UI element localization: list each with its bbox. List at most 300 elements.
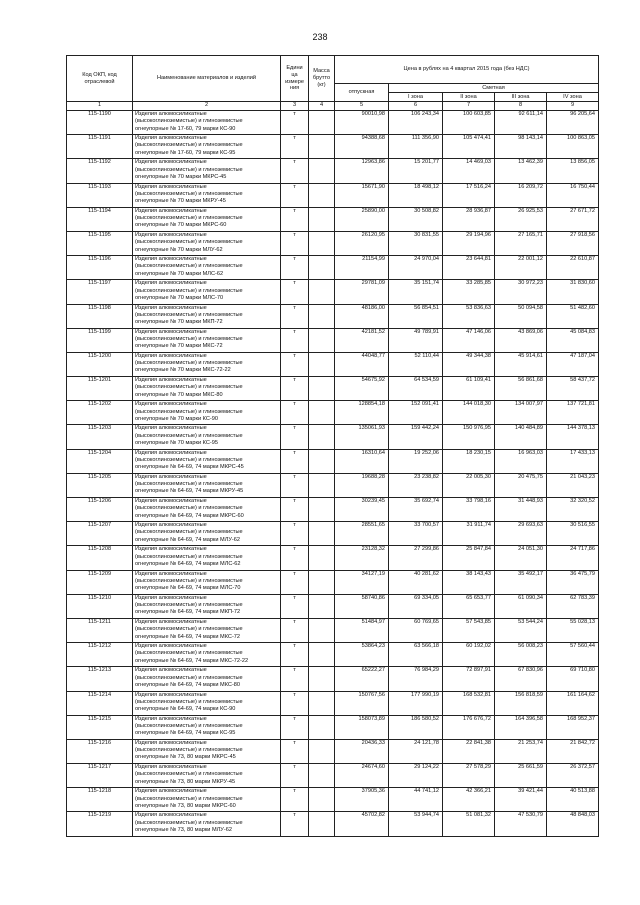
row-zone2-price: 31 911,74 (443, 522, 495, 546)
row-name-line: (высокоглиноземистые) и глиноземистые (135, 335, 243, 342)
row-code: 115-1191 (67, 135, 133, 159)
row-name-line: огнеупорные № 64-69, 74 марки МЛУ-62 (135, 536, 241, 543)
table-row (67, 328, 599, 352)
row-release-price: 53864,23 (335, 643, 389, 667)
row-zone1-price: 27 299,86 (389, 546, 443, 570)
row-name-line: огнеупорные № 70 марки КС-95 (135, 440, 218, 447)
row-mass (309, 183, 335, 207)
row-release-price: 90010,98 (335, 111, 389, 135)
row-mass (309, 425, 335, 449)
row-zone2-price: 57 543,85 (443, 618, 495, 642)
row-zone4-price: 161 164,62 (547, 691, 599, 715)
row-unit: т (281, 425, 309, 449)
row-code: 115-1209 (67, 570, 133, 594)
row-code: 115-1205 (67, 473, 133, 497)
row-release-price: 65222,27 (335, 667, 389, 691)
row-zone4-price: 32 320,52 (547, 498, 599, 522)
row-name (133, 377, 281, 401)
row-zone3-price: 56 861,68 (495, 377, 547, 401)
row-zone3-price: 134 007,97 (495, 401, 547, 425)
row-name (133, 352, 281, 376)
row-name-line: огнеупорные № 70 марки МКС-72 (135, 343, 223, 350)
row-name (133, 570, 281, 594)
row-unit: т (281, 498, 309, 522)
column-number: 2 (133, 102, 281, 111)
row-mass (309, 207, 335, 231)
row-name-line: огнеупорные № 64-69, 74 марки МЛС-62 (135, 560, 241, 567)
row-name-line: огнеупорные № 73, 80 марки МКРУ-45 (135, 778, 236, 785)
row-zone2-price: 25 847,84 (443, 546, 495, 570)
row-name (133, 739, 281, 763)
row-name-line: Изделия алюмосиликатные (135, 256, 207, 263)
row-zone4-price: 16 750,44 (547, 183, 599, 207)
table-row (67, 618, 599, 642)
row-code: 115-1194 (67, 207, 133, 231)
row-zone3-price: 67 830,96 (495, 667, 547, 691)
row-release-price: 48186,00 (335, 304, 389, 328)
row-unit: т (281, 788, 309, 812)
row-name-line: (высокоглиноземистые) и глиноземистые (135, 650, 243, 657)
page-number: 238 (312, 32, 328, 42)
header-zone-1: I зона (389, 93, 443, 102)
row-zone3-price: 29 693,63 (495, 522, 547, 546)
row-zone1-price: 15 201,77 (389, 159, 443, 183)
row-release-price: 26120,95 (335, 231, 389, 255)
row-zone1-price: 159 442,24 (389, 425, 443, 449)
row-name-line: Изделия алюмосиликатные (135, 594, 207, 601)
row-zone3-price: 39 421,44 (495, 788, 547, 812)
row-code: 115-1201 (67, 377, 133, 401)
row-zone3-price: 140 484,89 (495, 425, 547, 449)
row-name (133, 135, 281, 159)
row-zone4-price: 31 830,60 (547, 280, 599, 304)
row-unit: т (281, 449, 309, 473)
row-name (133, 328, 281, 352)
row-zone1-price: 56 854,51 (389, 304, 443, 328)
table-row (67, 111, 599, 135)
row-name-line: Изделия алюмосиликатные (135, 691, 207, 698)
row-zone3-price: 30 972,23 (495, 280, 547, 304)
row-mass (309, 788, 335, 812)
row-zone2-price: 28 936,87 (443, 207, 495, 231)
row-release-price: 128854,18 (335, 401, 389, 425)
row-unit: т (281, 280, 309, 304)
row-mass (309, 231, 335, 255)
row-zone1-price: 19 252,06 (389, 449, 443, 473)
row-code: 115-1200 (67, 352, 133, 376)
row-mass (309, 691, 335, 715)
row-zone4-price: 36 475,79 (547, 570, 599, 594)
row-name-line: Изделия алюмосиликатные (135, 159, 207, 166)
row-release-price: 28551,65 (335, 522, 389, 546)
row-unit: т (281, 546, 309, 570)
row-release-price: 15671,90 (335, 183, 389, 207)
row-name-line: огнеупорные № 70 марки МЛС-70 (135, 294, 224, 301)
table-row (67, 667, 599, 691)
row-name-line: Изделия алюмосиликатные (135, 715, 207, 722)
row-code: 115-1215 (67, 715, 133, 739)
row-zone2-price: 65 653,77 (443, 594, 495, 618)
table-row (67, 764, 599, 788)
row-zone1-price: 30 831,55 (389, 231, 443, 255)
column-number: 9 (547, 102, 599, 111)
row-name-line: (высокоглиноземистые) и глиноземистые (135, 698, 243, 705)
row-name-line: огнеупорные № 64-69, 74 марки МКРУ-45 (135, 488, 244, 495)
row-name-line: огнеупорные № 64-69, 74 марки МКС-72-22 (135, 657, 249, 664)
header-price-group: Цена в рублях на 4 квартал 2015 года (без НДС) (335, 56, 599, 84)
row-unit: т (281, 691, 309, 715)
row-unit: т (281, 207, 309, 231)
row-zone2-price: 14 469,03 (443, 159, 495, 183)
row-mass (309, 159, 335, 183)
row-code: 115-1204 (67, 449, 133, 473)
row-mass (309, 667, 335, 691)
row-name-line: Изделия алюмосиликатные (135, 425, 207, 432)
row-zone4-price: 144 378,13 (547, 425, 599, 449)
row-mass (309, 522, 335, 546)
column-number: 4 (309, 102, 335, 111)
row-code: 115-1193 (67, 183, 133, 207)
row-zone1-price: 186 580,52 (389, 715, 443, 739)
row-name-line: Изделия алюмосиликатные (135, 135, 207, 142)
row-name-line: (высокоглиноземистые) и глиноземистые (135, 215, 243, 222)
table-row (67, 449, 599, 473)
row-name-line: огнеупорные № 64-69, 74 марки КС-95 (135, 730, 236, 737)
table-row (67, 522, 599, 546)
row-zone1-price: 52 110,44 (389, 352, 443, 376)
row-unit: т (281, 594, 309, 618)
row-code: 115-1190 (67, 111, 133, 135)
row-name-line: огнеупорные № 64-69, 74 марки МЛС-70 (135, 585, 241, 592)
row-zone1-price: 44 741,12 (389, 788, 443, 812)
row-mass (309, 401, 335, 425)
row-release-price: 29781,09 (335, 280, 389, 304)
table-row (67, 425, 599, 449)
table-row (67, 231, 599, 255)
row-zone1-price: 49 789,91 (389, 328, 443, 352)
row-zone3-price: 22 001,12 (495, 256, 547, 280)
row-zone2-price: 72 897,91 (443, 667, 495, 691)
row-release-price: 12963,86 (335, 159, 389, 183)
row-release-price: 25890,00 (335, 207, 389, 231)
row-name (133, 159, 281, 183)
header-estimate: Сметная (389, 84, 599, 93)
row-name (133, 256, 281, 280)
row-name-line: (высокоглиноземистые) и глиноземистые (135, 239, 243, 246)
row-name (133, 715, 281, 739)
row-mass (309, 449, 335, 473)
row-zone3-price: 20 475,75 (495, 473, 547, 497)
row-unit: т (281, 256, 309, 280)
row-release-price: 51484,97 (335, 618, 389, 642)
row-name-line: огнеупорные № 70 марки МКРС-45 (135, 173, 227, 180)
row-zone1-price: 33 700,57 (389, 522, 443, 546)
row-zone2-price: 53 836,63 (443, 304, 495, 328)
row-release-price: 58740,86 (335, 594, 389, 618)
row-name (133, 401, 281, 425)
row-zone3-price: 43 869,06 (495, 328, 547, 352)
row-zone1-price: 106 243,34 (389, 111, 443, 135)
row-unit: т (281, 183, 309, 207)
row-name-line: огнеупорные № 64-69, 74 марки МКРС-60 (135, 512, 244, 519)
row-name-line: Изделия алюмосиликатные (135, 280, 207, 287)
row-zone1-price: 76 984,29 (389, 667, 443, 691)
row-code: 115-1214 (67, 691, 133, 715)
column-number: 6 (389, 102, 443, 111)
row-name-line: Изделия алюмосиликатные (135, 449, 207, 456)
row-unit: т (281, 715, 309, 739)
row-name-line: (высокоглиноземистые) и глиноземистые (135, 553, 243, 560)
row-unit: т (281, 231, 309, 255)
row-zone1-price: 111 356,90 (389, 135, 443, 159)
row-name-line: Изделия алюмосиликатные (135, 183, 207, 190)
row-zone2-price: 17 516,24 (443, 183, 495, 207)
row-name-line: (высокоглиноземистые) и глиноземистые (135, 771, 243, 778)
table-row (67, 473, 599, 497)
row-name-line: огнеупорные № 70 марки МКРУ-45 (135, 198, 226, 205)
row-mass (309, 473, 335, 497)
row-zone4-price: 30 516,55 (547, 522, 599, 546)
header-release: отпускная (335, 84, 389, 102)
row-mass (309, 498, 335, 522)
row-name-line: огнеупорные № 70 марки МКРС-60 (135, 222, 227, 229)
row-release-price: 158073,89 (335, 715, 389, 739)
row-name-line: Изделия алюмосиликатные (135, 473, 207, 480)
row-code: 115-1195 (67, 231, 133, 255)
row-zone3-price: 156 818,59 (495, 691, 547, 715)
row-zone3-price: 13 462,39 (495, 159, 547, 183)
row-release-price: 19688,28 (335, 473, 389, 497)
row-name (133, 667, 281, 691)
row-name-line: (высокоглиноземистые) и глиноземистые (135, 481, 243, 488)
row-release-price: 34127,19 (335, 570, 389, 594)
row-name-line: (высокоглиноземистые) и глиноземистые (135, 626, 243, 633)
row-zone3-price: 16 209,72 (495, 183, 547, 207)
row-unit: т (281, 812, 309, 836)
table-row (67, 352, 599, 376)
row-name-line: огнеупорные № 64-69, 74 марки МКС-80 (135, 681, 241, 688)
row-mass (309, 352, 335, 376)
row-code: 115-1207 (67, 522, 133, 546)
row-zone3-price: 27 165,71 (495, 231, 547, 255)
row-name-line: огнеупорные № 70 марки МЛС-62 (135, 270, 224, 277)
row-name-line: Изделия алюмосиликатные (135, 764, 207, 771)
row-name (133, 207, 281, 231)
row-mass (309, 546, 335, 570)
row-name-line: Изделия алюмосиликатные (135, 207, 207, 214)
row-code: 115-1219 (67, 812, 133, 836)
column-number: 3 (281, 102, 309, 111)
row-name-line: (высокоглиноземистые) и глиноземистые (135, 747, 243, 754)
row-name-line: Изделия алюмосиликатные (135, 643, 207, 650)
row-unit: т (281, 473, 309, 497)
row-name-line: огнеупорные № 64-69, 74 марки КС-90 (135, 706, 236, 713)
row-zone3-price: 47 530,79 (495, 812, 547, 836)
row-name-line: огнеупорные № 73, 80 марки МЛУ-62 (135, 827, 232, 834)
row-code: 115-1216 (67, 739, 133, 763)
row-name-line: Изделия алюмосиликатные (135, 352, 207, 359)
table-row (67, 570, 599, 594)
row-zone2-price: 176 676,72 (443, 715, 495, 739)
row-name-line: огнеупорные № 64-69, 74 марки МКС-72 (135, 633, 241, 640)
row-name-line: (высокоглиноземистые) и глиноземистые (135, 505, 243, 512)
row-mass (309, 570, 335, 594)
row-name-line: Изделия алюмосиликатные (135, 328, 207, 335)
row-zone3-price: 164 396,58 (495, 715, 547, 739)
row-zone1-price: 24 121,78 (389, 739, 443, 763)
header-code: Код ОКП, код отраслевой (67, 56, 133, 102)
row-name-line: Изделия алюмосиликатные (135, 667, 207, 674)
row-name-line: (высокоглиноземистые) и глиноземистые (135, 118, 243, 125)
table-row (67, 691, 599, 715)
header-zone-3: III зона (495, 93, 547, 102)
row-name (133, 449, 281, 473)
row-name-line: (высокоглиноземистые) и глиноземистые (135, 529, 243, 536)
row-name (133, 425, 281, 449)
table-row (67, 715, 599, 739)
row-zone2-price: 51 081,32 (443, 812, 495, 836)
row-zone2-price: 168 532,81 (443, 691, 495, 715)
row-zone3-price: 50 094,58 (495, 304, 547, 328)
row-unit: т (281, 570, 309, 594)
row-name (133, 691, 281, 715)
table-row (67, 159, 599, 183)
row-zone1-price: 18 498,12 (389, 183, 443, 207)
row-name-line: Изделия алюмосиликатные (135, 377, 207, 384)
row-unit: т (281, 522, 309, 546)
row-name-line: Изделия алюмосиликатные (135, 231, 207, 238)
row-unit: т (281, 135, 309, 159)
row-mass (309, 618, 335, 642)
column-number: 8 (495, 102, 547, 111)
table-row (67, 739, 599, 763)
row-name-line: (высокоглиноземистые) и глиноземистые (135, 722, 243, 729)
row-name-line: огнеупорные № 17-60, 79 марки КС-90 (135, 125, 236, 132)
row-zone1-price: 29 124,22 (389, 764, 443, 788)
row-name (133, 618, 281, 642)
row-zone3-price: 25 661,59 (495, 764, 547, 788)
row-zone2-price: 42 366,21 (443, 788, 495, 812)
column-number: 7 (443, 102, 495, 111)
row-name-line: огнеупорные № 70 марки КС-90 (135, 415, 218, 422)
row-mass (309, 304, 335, 328)
row-zone2-price: 100 603,85 (443, 111, 495, 135)
row-code: 115-1192 (67, 159, 133, 183)
row-name-line: (высокоглиноземистые) и глиноземистые (135, 602, 243, 609)
row-zone2-price: 144 018,30 (443, 401, 495, 425)
table-row (67, 135, 599, 159)
row-mass (309, 135, 335, 159)
row-name-line: огнеупорные № 70 марки МКП-72 (135, 319, 223, 326)
table-row (67, 812, 599, 836)
row-zone2-price: 29 194,96 (443, 231, 495, 255)
row-mass (309, 280, 335, 304)
header-mass: Масса брутто (кг) (309, 56, 335, 102)
row-zone2-price: 60 192,02 (443, 643, 495, 667)
row-zone1-price: 63 566,18 (389, 643, 443, 667)
row-zone3-price: 45 914,61 (495, 352, 547, 376)
table-row (67, 788, 599, 812)
row-release-price: 45702,82 (335, 812, 389, 836)
row-release-price: 21154,99 (335, 256, 389, 280)
row-zone4-price: 69 710,80 (547, 667, 599, 691)
row-mass (309, 111, 335, 135)
row-zone4-price: 45 084,83 (547, 328, 599, 352)
header-name: Наименование материалов и изделий (133, 56, 281, 102)
row-name-line: (высокоглиноземистые) и глиноземистые (135, 819, 243, 826)
row-mass (309, 377, 335, 401)
row-unit: т (281, 667, 309, 691)
row-code: 115-1197 (67, 280, 133, 304)
row-zone2-price: 38 143,43 (443, 570, 495, 594)
row-zone2-price: 27 578,29 (443, 764, 495, 788)
row-zone1-price: 23 238,82 (389, 473, 443, 497)
row-name-line: (высокоглиноземистые) и глиноземистые (135, 384, 243, 391)
row-zone2-price: 33 285,85 (443, 280, 495, 304)
row-zone3-price: 98 143,14 (495, 135, 547, 159)
row-zone4-price: 13 856,05 (547, 159, 599, 183)
row-zone2-price: 105 474,41 (443, 135, 495, 159)
row-name-line: (высокоглиноземистые) и глиноземистые (135, 311, 243, 318)
row-code: 115-1206 (67, 498, 133, 522)
header-zone-4: IV зона (547, 93, 599, 102)
row-name-line: (высокоглиноземистые) и глиноземистые (135, 432, 243, 439)
row-zone4-price: 27 918,56 (547, 231, 599, 255)
row-zone1-price: 64 534,59 (389, 377, 443, 401)
row-mass (309, 812, 335, 836)
row-name-line: (высокоглиноземистые) и глиноземистые (135, 142, 243, 149)
row-unit: т (281, 643, 309, 667)
row-name-line: Изделия алюмосиликатные (135, 111, 207, 117)
table-row (67, 280, 599, 304)
row-zone3-price: 53 544,24 (495, 618, 547, 642)
row-zone4-price: 58 437,72 (547, 377, 599, 401)
row-name (133, 473, 281, 497)
row-release-price: 150767,56 (335, 691, 389, 715)
header-zone-2: II зона (443, 93, 495, 102)
row-code: 115-1210 (67, 594, 133, 618)
row-mass (309, 764, 335, 788)
row-zone2-price: 49 344,38 (443, 352, 495, 376)
row-name (133, 522, 281, 546)
row-release-price: 20436,33 (335, 739, 389, 763)
row-name (133, 111, 281, 135)
row-unit: т (281, 304, 309, 328)
row-name-line: Изделия алюмосиликатные (135, 304, 207, 311)
row-name-line: Изделия алюмосиликатные (135, 788, 207, 795)
row-unit: т (281, 764, 309, 788)
row-zone4-price: 96 205,64 (547, 111, 599, 135)
row-name-line: Изделия алюмосиликатные (135, 498, 207, 504)
row-zone2-price: 18 230,15 (443, 449, 495, 473)
column-number: 5 (335, 102, 389, 111)
row-name-line: Изделия алюмосиликатные (135, 401, 207, 408)
row-release-price: 30239,45 (335, 498, 389, 522)
row-unit: т (281, 377, 309, 401)
row-name-line: огнеупорные № 70 марки МКС-80 (135, 391, 223, 398)
row-zone2-price: 23 644,81 (443, 256, 495, 280)
table-row (67, 377, 599, 401)
row-zone1-price: 53 944,74 (389, 812, 443, 836)
row-zone1-price: 40 281,62 (389, 570, 443, 594)
table-row (67, 594, 599, 618)
row-name-line: (высокоглиноземистые) и глиноземистые (135, 577, 243, 584)
row-zone1-price: 60 769,65 (389, 618, 443, 642)
row-zone2-price: 47 146,06 (443, 328, 495, 352)
row-name-line: огнеупорные № 17-60, 79 марки КС-95 (135, 149, 236, 156)
row-name-line: (высокоглиноземистые) и глиноземистые (135, 408, 243, 415)
row-mass (309, 643, 335, 667)
